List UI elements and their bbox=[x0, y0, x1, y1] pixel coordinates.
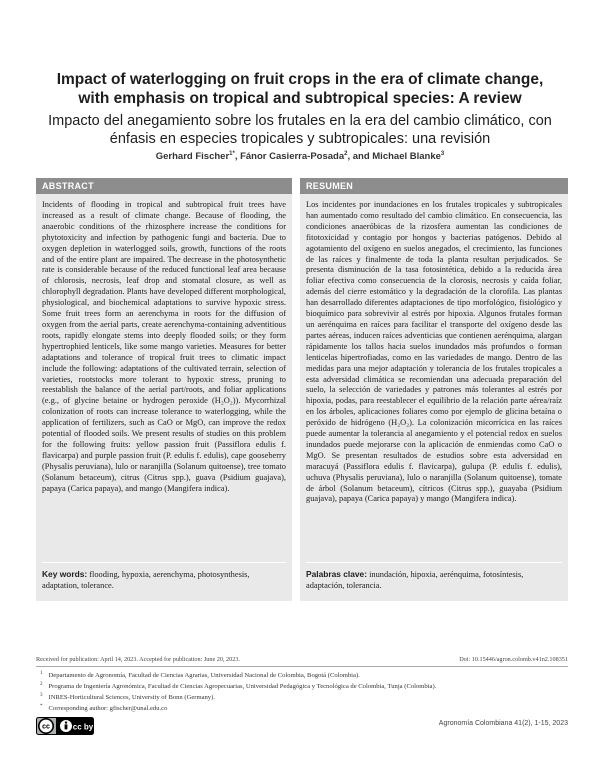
abstract-box bbox=[36, 178, 292, 601]
author-list: Gerhard Fischer$^{1*}$, Fánor Casierra-Posada$^2$, and Michael Blanke$^3$ bbox=[155, 151, 445, 163]
cc-license-badge[interactable] bbox=[36, 717, 94, 735]
cc-icon-letters: cc bbox=[42, 723, 50, 731]
palabras-clave-label: Palabras clave: bbox=[306, 569, 367, 579]
author-name: Fánor Casierra-Posada bbox=[240, 151, 345, 163]
resumen-heading: RESUMEN bbox=[300, 178, 568, 194]
footnote-item bbox=[40, 703, 568, 714]
footnote-item bbox=[40, 681, 568, 692]
author-name: Michael Blanke bbox=[372, 151, 441, 163]
footnote-text: Departamento de Agronomía, Facultad de Ciencias Agrarias, Universidad Nacional de Colombia, Bogotá (Colombia). bbox=[48, 672, 360, 680]
resumen-text: Los incidentes por inundaciones en los frutales tropicales y subtropicales han aumentado como resultado del cambio climático. En consecuencia, las condiciones anaeróbicas de la rizosfera aumentan las condiciones de fitotoxicidad y contagio por hongos y bacterias patógenos. Debido al agotamiento del oxígeno en suelos anegados, el crecimiento, las funciones de las raíces y finalmente de toda la planta resultan perjudicados. Se presenta disminución de la tasa fotosintética, debido a la reducida área foliar efectiva como consecuencia de la clorosis, necrosis y caída foliar, además del cierre estomático y la degradación de la clorofila. Las plantas han desarrollado diferentes adaptaciones de tipo morfológico, fisiológico y bioquímico para sobrevivir al estrés por hipoxia. Algunos frutales forman un aerénquima en raíces para facilitar el transporte del oxígeno desde las partes aéreas, inducen raíces adventicias que contienen aerénquima, alargan rápidamente los tallos hacia suelos inundados más profundos o forman lenticelas hipertrofiadas, como en las variedades de mango. Dentro de las medidas para una mejor adaptación y tolerancia de los frutales tropicales a esta adversidad climática se recomiendan una adecuada preparación del suelo, la selección de variedades y patrones más tolerantes al estrés por hipoxia, podas, para reestablecer el equilibrio de la relación parte aérea/raíz en los árboles, aplicaciones foliares como por ejemplo de glicina betaína o peróxido de hidrógeno (H₂O₂). La colonización micorrícica en las raíces puede aumentar la tolerancia al anegamiento y el potencial redox en suelos inundados puede mejorarse con la aplicación de enmiendas como CaO o MgO. Se presentan resultados de estudios sobre esta adversidad en maracuyá (Passiflora edulis f. flavicarpa), gulupa (P. edulis f. edulis), uchuva (Physalis peruviana), lulo o naranjilla (Solanum quitoense), tomate de árbol (Solanum betaceum), cítricos (Citrus spp.), guayaba (Psidium guajava), papaya (Carica papaya) y mango (Mangifera indica). bbox=[306, 200, 562, 504]
author-mark: 1* bbox=[229, 151, 235, 157]
keywords-label: Key words: bbox=[42, 569, 88, 579]
author-name: Gerhard Fischer bbox=[155, 151, 230, 163]
affiliation-footnotes bbox=[40, 670, 568, 714]
footnote-mark: 2 bbox=[40, 681, 43, 687]
abstract-heading: ABSTRACT bbox=[36, 178, 292, 194]
footnote-text: INRES-Horticultural Sciences, University of Bonn (Germany). bbox=[48, 693, 215, 701]
resumen-keywords bbox=[306, 562, 562, 591]
footnote-text: Corresponding author: gfischer@unal.edu.co bbox=[48, 704, 168, 712]
article-title-spanish: Impacto del anegamiento sobre los frutales en la era del cambio climático, con énfasis en especies tropicales y subtropicales: una revisión bbox=[48, 113, 552, 147]
footnote-text: Programa de Ingeniería Agronómica, Facultad de Ciencias Agropecuarias, Universidad Pedagógica y Tecnológica de Colombia, Tunja (Colombia). bbox=[48, 683, 437, 691]
received-dates: Received for publication: April 14, 2023. Accepted for publication: June 20, 2023. bbox=[36, 656, 240, 663]
author-mark: 3 bbox=[440, 151, 445, 157]
license-label: cc by bbox=[72, 722, 94, 732]
doi-link[interactable]: Doi: 10.15446/agron.colomb.v41n2.108351 bbox=[459, 656, 568, 663]
abstract-keywords bbox=[42, 562, 286, 591]
palabras-clave-text: inundación, hipoxia, aerénquima, fotosíntesis, adaptación, tolerancia. bbox=[306, 570, 524, 590]
footnote-mark: 3 bbox=[40, 692, 43, 698]
article-title: Impact of waterlogging on fruit crops in the era of climate change, with emphasis on tropical and subtropical species: A review bbox=[56, 71, 544, 107]
footnote-divider bbox=[36, 666, 568, 667]
footnote-mark: * bbox=[40, 703, 43, 709]
footnote-item bbox=[40, 692, 568, 703]
keywords-text: flooding, hypoxia, aerenchyma, photosynthesis, adaptation, tolerance. bbox=[42, 570, 250, 590]
author-mark: 2 bbox=[344, 151, 348, 157]
abstract-text: Incidents of flooding in tropical and subtropical fruit trees have increased as a result of climate change. Because of flooding, the anaerobic conditions of the rhizosphere increase the conditions for phytotoxicity and infection by pathogenic fungi and bacteria. Due to oxygen depletion in waterlogged soils, growth, functions of the roots and of the entire plant are impaired. The decrease in the photosynthetic rate is considerable because of the reduced functional leaf area because of chlorosis, necrosis, leaf drop and stomatal closure, as well as chlorophyll degradation. Plants have developed different morphological, physiological, and biochemical adaptations to survive hypoxic stress. Some fruit trees form an aerenchyma in roots for the diffusion of oxygen from the aerial parts, create aerenchyma-containing adventitious roots, rapidly elongate stems into deeply flooded soils; or they form hypertrophied lenticels, like some mango varieties. Measures for better adaptations and tolerance of tropical fruit trees to climatic impact include the following: adaptations of the cultivated terrain, selection of varieties, rootstocks more tolerant to hypoxic stress, pruning to reestablish the balance of the aerial part/roots, and foliar applications (e.g., of glycine betaine or hydrogen peroxide (H₂O₂)). Mycorrhizal colonization of roots can increase tolerance to waterlogging, while the application of fertilizers, such as CaO or MgO, can improve the redox potential of flooded soils. We present results of studies on this problem for the following fruits: yellow passion fruit (Passiflora edulis f. flavicarpa) and purple passion fruit (P. edulis f. edulis), cape gooseberry (Physalis peruviana), lulo or naranjilla (Solanum quitoense), tree tomato (Solanum betaceum), citrus (Citrus spp.), guava (Psidium guajava), papaya (Carica papaya), and mango (Mangifera indica). bbox=[42, 200, 286, 493]
cc-by-icon bbox=[36, 717, 94, 735]
footnote-item bbox=[40, 670, 568, 681]
footnote-mark: 1 bbox=[40, 671, 43, 676]
journal-citation: Agronomía Colombiana 41(2), 1-15, 2023 bbox=[438, 720, 568, 727]
resumen-box bbox=[300, 178, 568, 601]
